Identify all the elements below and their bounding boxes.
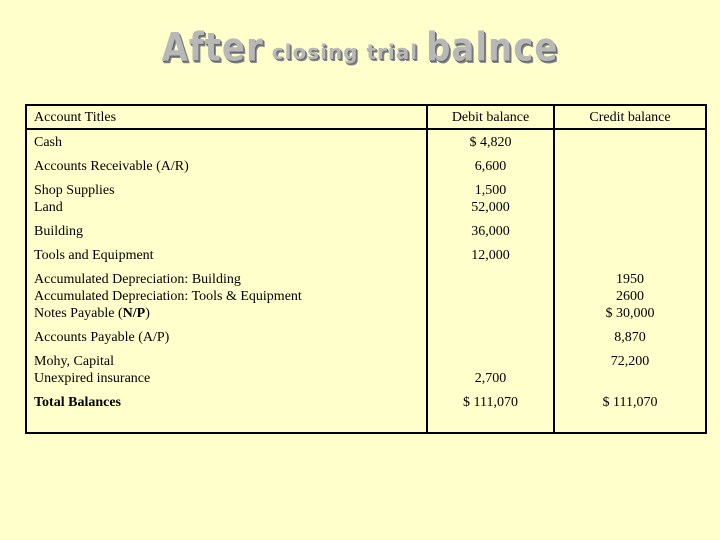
row-land-debit: 52,000 (471, 200, 510, 215)
row-capital-credit: 72,200 (610, 354, 650, 369)
notes-payable-close: ) (145, 306, 150, 321)
row-unexpired-account: Unexpired insurance (34, 371, 151, 386)
row-shop-debit: 1,500 (474, 183, 507, 198)
page-title (0, 25, 720, 71)
row-building-debit: 36,000 (471, 224, 510, 239)
totals-credit: $ 111,070 (602, 395, 658, 410)
row-notes-payable-account (34, 305, 150, 322)
title-part-2: closing trial (263, 40, 427, 64)
row-ap-credit: 8,870 (614, 330, 646, 345)
row-ar-debit: 6,600 (474, 159, 507, 174)
row-ar-account: Accounts Receivable (A/R) (34, 159, 189, 174)
row-land-account: Land (34, 200, 63, 215)
row-tools-debit: 12,000 (471, 248, 510, 263)
row-acc-dep-building-credit: 1950 (616, 272, 644, 287)
row-acc-dep-tools-account: Accumulated Depreciation: Tools & Equipment (34, 289, 302, 304)
row-capital-account: Mohy, Capital (34, 354, 114, 369)
row-cash-debit: $ 4,820 (469, 135, 512, 150)
row-acc-dep-tools-credit: 2600 (616, 289, 644, 304)
column-divider-2 (553, 106, 555, 432)
row-ap-account: Accounts Payable (A/P) (34, 330, 170, 345)
totals-debit: $ 111,070 (463, 395, 518, 410)
row-cash-account: Cash (34, 135, 62, 150)
title-part-1: After (161, 25, 264, 71)
row-acc-dep-building-account: Accumulated Depreciation: Building (34, 272, 241, 287)
row-notes-payable-credit: $ 30,000 (605, 306, 655, 321)
notes-payable-abbr: N/P (122, 306, 146, 321)
header-divider (27, 128, 705, 130)
row-building-account: Building (34, 224, 84, 239)
notes-payable-label: Notes Payable ( (34, 306, 123, 321)
row-shop-account: Shop Supplies (34, 183, 115, 198)
header-account-titles: Account Titles (34, 110, 117, 125)
trial-balance-table (25, 104, 707, 434)
row-tools-account: Tools and Equipment (34, 248, 154, 263)
row-unexpired-debit: 2,700 (474, 371, 507, 386)
title-part-3: balnce (426, 25, 559, 71)
header-credit-balance: Credit balance (589, 110, 671, 125)
header-debit-balance: Debit balance (451, 110, 530, 125)
totals-label: Total Balances (34, 395, 121, 410)
